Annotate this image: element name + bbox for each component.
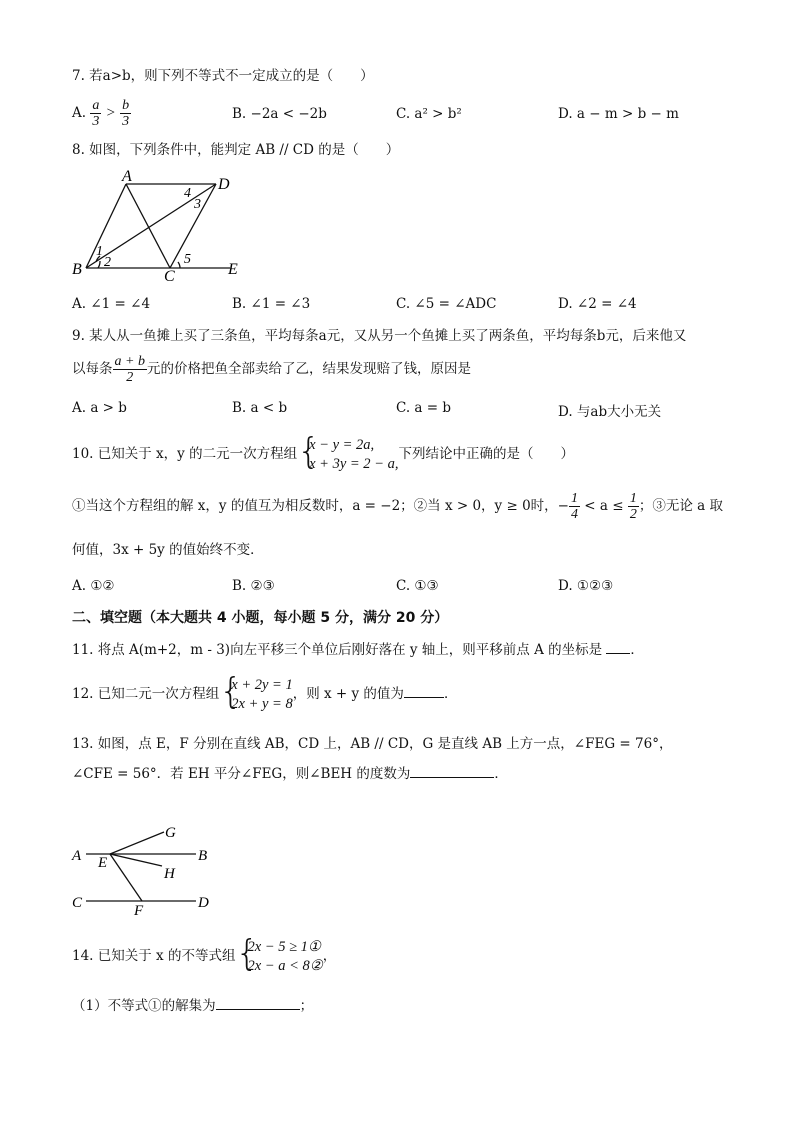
q10-option-a: A. ①② <box>72 578 115 594</box>
q7-option-c: C. a² > b² <box>396 106 462 122</box>
q8-option-b: B. ∠1 = ∠3 <box>232 296 311 312</box>
q10-option-b: B. ②③ <box>232 578 275 594</box>
q9-line1: 9. 某人从一鱼摊上买了三条鱼，平均每条a元，又从另一个鱼摊上买了两条鱼，平均每条b元，后来他又 <box>72 328 687 344</box>
q13-label-h: H <box>164 866 175 882</box>
q11-answer-blank <box>606 653 630 654</box>
q9-option-d: D. 与ab大小无关 <box>558 404 662 420</box>
q14: 14. 已知关于 x 的不等式组 { 2x − 5 ≥ 1① 2x − a < 8② ， <box>72 934 336 978</box>
q10-option-c: C. ①③ <box>396 578 439 594</box>
q14-part1: （1）不等式①的解集为 ； <box>72 998 314 1014</box>
q8-angle-5: 5 <box>184 252 191 267</box>
q9-frac: $\frac{a + b}{2}$ <box>114 354 145 385</box>
q8-option-c: C. ∠5 = ∠ADC <box>396 296 497 312</box>
q8-angle-3: 3 <box>194 197 201 212</box>
q10-line3: 何值，3x + 5y 的值始终不变． <box>72 542 264 558</box>
q11: 11. 将点 A(m+2，m - 3)向左平移三个单位后刚好落在 y 轴上，则平移前点 A 的坐标是 ． <box>72 642 644 658</box>
q7-frac-a3: $\frac{a}{3}$ <box>92 98 100 129</box>
q8-label-b: B <box>72 261 82 278</box>
q8-label-a: A <box>122 168 132 185</box>
q13-answer-blank <box>410 777 494 778</box>
q8-stem: 8. 如图，下列条件中，能判定 AB // CD 的是（ ） <box>72 142 400 158</box>
section-fill-in-title: 二、填空题（本大题共 4 小题，每小题 5 分，满分 20 分） <box>72 610 449 626</box>
q13-line1: 13. 如图，点 E，F 分别在直线 AB，CD 上，AB // CD，G 是直线 AB 上方一点，∠FEG = 76°， <box>72 736 673 752</box>
q8-label-c: C <box>164 268 175 285</box>
q10-system: { x − y = 2a, x + 3y = 2 − a, <box>297 436 398 474</box>
q13-label-b: B <box>198 848 208 864</box>
q7-option-b: B. −2a < −2b <box>232 106 327 122</box>
q8-label-d: D <box>218 176 230 193</box>
q7-frac-b3: $\frac{b}{3}$ <box>122 98 130 129</box>
q10-option-d: D. ①②③ <box>558 578 614 594</box>
q7-option-d: D. a − m > b − m <box>558 106 679 122</box>
q7-option-a: A. $\frac{a}{3}$ > $\frac{b}{3}$ <box>72 98 130 129</box>
q9-line2: 以每条 $\frac{a + b}{2}$ 元的价格把鱼全部卖给了乙，结果发现赔了钱，原因是 <box>72 354 471 385</box>
q12: 12. 已知二元一次方程组 { x + 2y = 1 2x + y = 8 ，则 x + y 的值为 ． <box>72 672 457 716</box>
q13-label-c: C <box>72 895 83 911</box>
q9-option-a: A. a > b <box>72 400 127 416</box>
q13-label-g: G <box>165 825 176 841</box>
q14-system: { 2x − 5 ≥ 1① 2x − a < 8② <box>235 938 322 976</box>
q8-angle-4: 4 <box>184 186 191 201</box>
q10-statements: ①当这个方程组的解 x，y 的值互为相反数时，a = −2；②当 x > 0，y ≥ 0时，− $\frac{1}{4}$ < a ≤ $\frac{1}{2}$ ；③无论 a 取 <box>72 491 723 522</box>
q12-answer-blank <box>404 697 444 698</box>
q14-part1-answer-blank <box>216 1009 300 1010</box>
q8-option-a: A. ∠1 = ∠4 <box>72 296 151 312</box>
q9-option-b: B. a < b <box>232 400 288 416</box>
q9-option-c: C. a = b <box>396 400 452 416</box>
q13-label-e: E <box>98 855 108 871</box>
q13-label-d: D <box>198 895 209 911</box>
q7-stem: 7. 若a>b，则下列不等式不一定成立的是（ ） <box>72 68 374 84</box>
q13-label-f: F <box>134 903 144 919</box>
q8-angle-2: 2 <box>104 255 111 270</box>
q8-angle-1: 1 <box>96 244 103 259</box>
q8-option-d: D. ∠2 = ∠4 <box>558 296 637 312</box>
q12-system: { x + 2y = 1 2x + y = 8 <box>219 676 292 714</box>
q8-label-e: E <box>228 261 238 278</box>
q10-stem: 10. 已知关于 x，y 的二元一次方程组 { x − y = 2a, x + 3y = 2 − a, 下列结论中正确的是（ ） <box>72 434 574 474</box>
q13-line2: ∠CFE = 56°．若 EH 平分∠FEG，则∠BEH 的度数为 ． <box>72 766 508 782</box>
q13-label-a: A <box>72 848 82 864</box>
